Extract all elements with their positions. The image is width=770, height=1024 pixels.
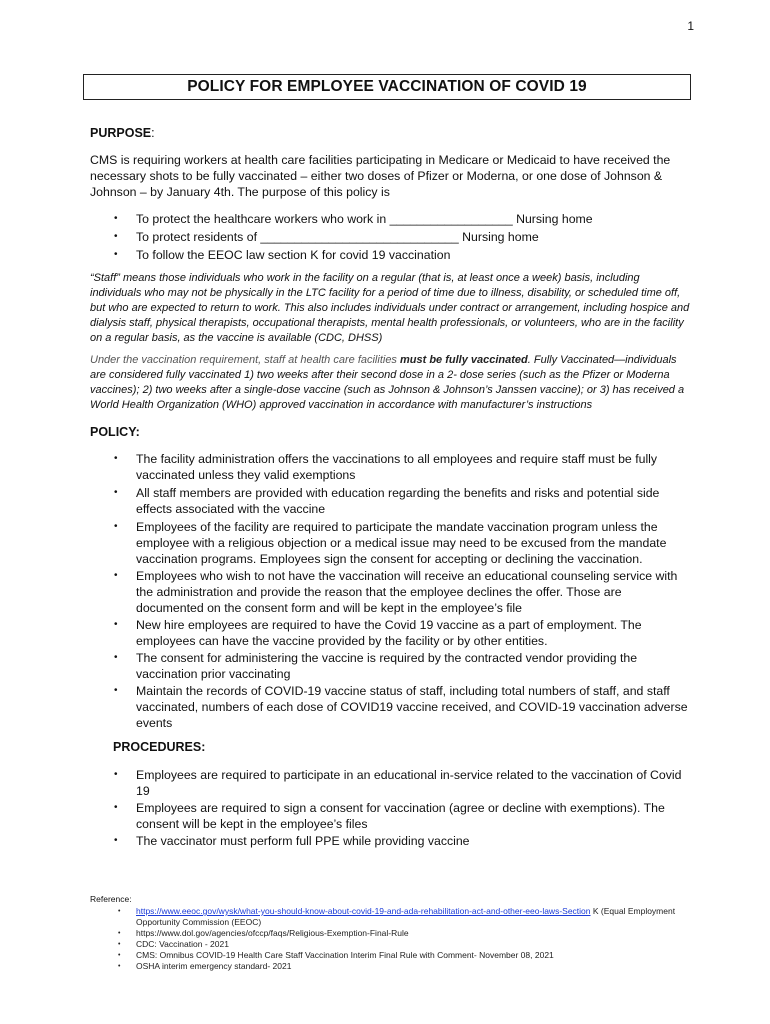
requirement-text-part1: Under the vaccination requirement, staff at health care facilities [90,354,400,366]
policy-bullet-text: New hire employees are required to have the Covid 19 vaccine as a part of employment. The employees can have the vaccine provided by the facility or by other entities. [136,618,642,648]
staff-definition: “Staff” means those individuals who work in the facility on a regular (that is, at least once a week) basis, including individuals who may not be physically in the LTC facility for a period of time due to illness, disability, or scheduled time off, but who are expected to return to work. This also includes individuals under contract or arrangement, including hospice and dialysis staff, physical therapists, occupational therapists, mental health professionals, or volunteers, who are in the facility on a regular basis, as the vaccine is available (CDC, DHSS) [90,272,690,344]
policy-list [90,451,690,731]
bullet-dot: • [114,231,118,242]
list-item [90,961,700,972]
bullet-dot: • [118,952,121,959]
bullet-dot: • [118,941,121,948]
list-item [90,928,700,939]
vaccination-requirement-block [90,353,694,413]
bullet-dot: • [114,619,118,630]
purpose-bullet-text: To protect residents of _____________________________ Nursing home [136,230,539,244]
list-item [90,229,700,245]
list-item [90,617,690,649]
policy-heading-block [90,425,700,439]
bullet-dot: • [114,249,118,260]
purpose-heading: PURPOSE [90,126,152,140]
reference-item: OSHA interim emergency standard- 2021 [136,961,292,971]
reference-item: CMS: Omnibus COVID-19 Health Care Staff Vaccination Interim Final Rule with Comment- November 08, 2021 [136,950,554,960]
page-number: 1 [687,19,694,33]
bullet-dot: • [114,570,118,581]
eeoc-reference-suffix: K (Equal Employment Opportunity Commission (EEOC) [136,906,676,927]
reference-item: https://www.dol.gov/agencies/ofccp/faqs/Religious-Exemption-Final-Rule [136,928,409,938]
procedures-bullet-text: The vaccinator must perform full PPE while providing vaccine [136,834,470,848]
list-item [90,485,690,517]
list-item [90,800,690,832]
policy-bullet-text: Employees of the facility are required to participate the mandate vaccination program unless the employee with a religious objection or a medical issue may need to be excused from the mandate vaccination programs. Employees sign the consent for accepting or declining the vaccination. [136,520,667,566]
list-item [90,519,690,567]
list-item [90,568,690,616]
bullet-dot: • [114,521,118,532]
policy-bullet-text: All staff members are provided with education regarding the benefits and risks and potential side effects associated with the vaccine [136,486,660,516]
requirement-bold: must be fully vaccinated [400,354,528,366]
list-item [90,939,700,950]
policy-bullet-text: The facility administration offers the vaccinations to all employees and require staff must be fully vaccinated unless they valid exemptions [136,452,658,482]
reference-label: Reference: [90,894,132,904]
bullet-dot: • [118,908,121,915]
bullet-dot: • [114,802,118,813]
bullet-dot: • [114,769,118,780]
procedures-heading: PROCEDURES: [113,740,206,754]
procedures-bullet-text: Employees are required to participate in an educational in-service related to the vaccination of Covid 19 [136,768,682,798]
list-item [90,906,700,928]
list-item [90,247,700,263]
bullet-dot: • [114,835,118,846]
purpose-intro: CMS is requiring workers at health care facilities participating in Medicare or Medicaid to have received the necessary shots to be fully vaccinated – either two doses of Pfizer or Moderna, or one dose of Johnson & Johnson – by January 4th. The purpose of this policy is [90,153,671,199]
bullet-dot: • [114,453,118,464]
list-item [90,451,690,483]
list-item [90,767,690,799]
reference-block [90,894,700,972]
requirement-text-part2: . Fully Vaccinated—individuals are considered fully vaccinated 1) two weeks after their second dose in a 2- dose series (such as the Pfizer or Moderna vaccines); 2) two weeks after a single-dose vaccine (such as Johnson & Johnson’s Janssen vaccine); or 3) has received a World Health Organization (WHO) approved vaccination in accordance with manufacturer’s instructions [90,354,685,411]
policy-bullet-text: Employees who wish to not have the vaccination will receive an educational counseling service with the administration and provide the reason that the employee declines the offer. Those are documented on the consent form and will be kept in the employee’s file [136,569,678,615]
bullet-dot: • [114,685,118,696]
purpose-bullet-text: To protect the healthcare workers who work in __________________ Nursing home [136,212,593,226]
document-title: POLICY FOR EMPLOYEE VACCINATION OF COVID 19 [187,78,587,95]
document-title-box [83,74,691,100]
purpose-bullet-text: To follow the EEOC law section K for covid 19 vaccination [136,248,451,262]
bullet-dot: • [114,652,118,663]
bullet-dot: • [114,213,118,224]
bullet-dot: • [118,930,121,937]
procedures-list [90,767,690,849]
reference-item: CDC: Vaccination - 2021 [136,939,229,949]
purpose-intro-block [90,152,695,200]
list-item [90,950,700,961]
procedures-bullet-text: Employees are required to sign a consent for vaccination (agree or decline with exemptions). The consent will be kept in the employee’s files [136,801,665,831]
list-item [90,833,690,849]
bullet-dot: • [118,963,121,970]
purpose-heading-block [90,126,700,140]
list-item [90,211,700,227]
policy-heading: POLICY: [90,425,140,439]
bullet-dot: • [114,487,118,498]
policy-bullet-text: Maintain the records of COVID-19 vaccine status of staff, including total numbers of staff, and staff vaccinated, numbers of each dose of COVID19 vaccine received, and COVID-19 vaccination adverse events [136,684,688,730]
list-item [90,683,690,731]
policy-bullet-text: The consent for administering the vaccine is required by the contracted vendor providing the vaccination prior vaccinating [136,651,638,681]
procedures-heading-block [113,740,723,754]
staff-definition-block [90,271,692,346]
purpose-colon: : [151,126,155,140]
list-item [90,650,690,682]
purpose-list [90,211,700,263]
eeoc-reference-link[interactable]: https://www.eeoc.gov/wysk/what-you-should-know-about-covid-19-and-ada-rehabilitation-act-and-other-eeo-laws-Section [136,906,591,916]
